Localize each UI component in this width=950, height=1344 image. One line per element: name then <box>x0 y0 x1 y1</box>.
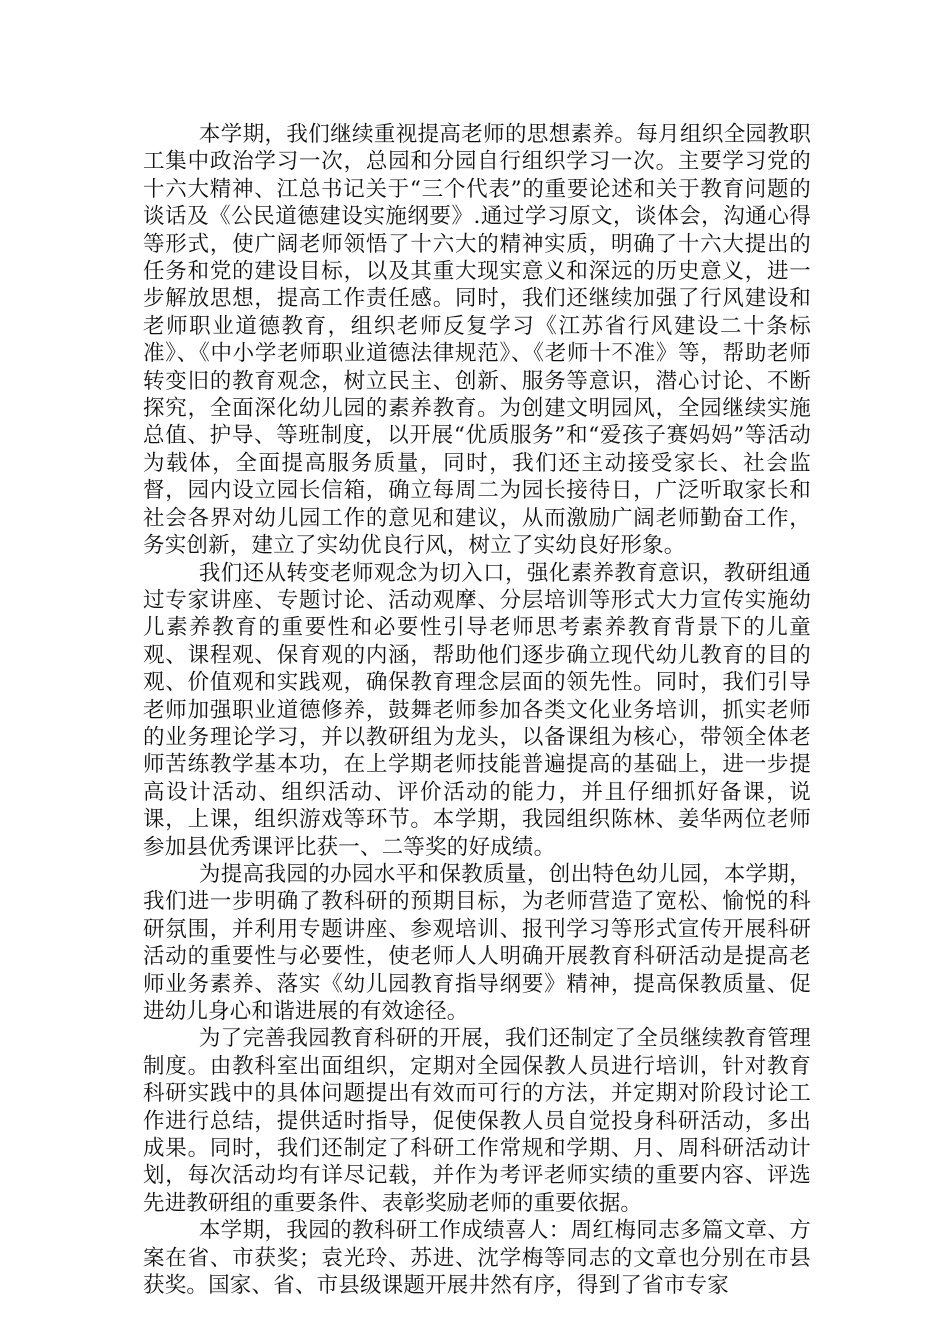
paragraph-political-study: 本学期，我们继续重视提高老师的思想素养。每月组织全园教职工集中政治学习一次，总园和分园自行组织学习一次。主要学习党的十六大精神、江总书记关于“三个代表”的重要论述和关于教育问题的谈话及《公民道德建设实施纲要》.通过学习原文，谈体会，沟通心得等形式，使广阔老师领悟了十六大的精神实质，明确了十六大提出的任务和党的建设目标，以及其重大现实意义和深远的历史意义，进一步解放思想，提高工作责任感。同时，我们还继续加强了行风建设和老师职业道德教育，组织老师反复学习《江苏省行风建设二十条标准》、《中小学老师职业道德法律规范》、《老师十不准》等，帮助老师转变旧的教育观念，树立民主、创新、服务等意识，潜心讨论、不断探究，全面深化幼儿园的素养教育。为创建文明园风，全园继续实施总值、护导、等班制度，以开展“优质服务”和“爱孩子赛妈妈”等活动为载体，全面提高服务质量，同时，我们还主动接受家长、社会监督，园内设立园长信箱，确立每周二为园长接待日，广泛听取家长和社会各界对幼儿园工作的意见和建议，从而激励广阔老师勤奋工作，务实创新，建立了实幼优良行风，树立了实幼良好形象。 <box>143 122 811 559</box>
paragraph-research-achievements: 本学期，我园的教科研工作成绩喜人：周红梅同志多篇文章、方案在省、市获奖；袁光玲、苏进、沈学梅等同志的文章也分别在市县获奖。国家、省、市县级课题开展井然有序，得到了省市专家 <box>143 1218 811 1299</box>
document-body <box>143 121 811 1299</box>
paragraph-research-management: 为了完善我园教育科研的开展，我们还制定了全员继续教育管理制度。由教科室出面组织，定期对全园保教人员进行培训，针对教育科研实践中的具体问题提出有效而可行的方法，并定期对阶段讨论工作进行总结，提供适时指导，促使保教人员自觉投身科研活动，多出成果。同时，我们还制定了科研工作常规和学期、月、周科研活动计划，每次活动均有详尽记载，并作为考评老师实绩的重要内容、评选先进教研组的重要条件、表彰奖励老师的重要依据。 <box>143 1026 811 1216</box>
paragraph-teacher-concepts: 我们还从转变老师观念为切入口，强化素养教育意识，教研组通过专家讲座、专题讨论、活动观摩、分层培训等形式大力宣传实施幼儿素养教育的重要性和必要性引导老师思考素养教育背景下的儿童观、课程观、保育观的内涵，帮助他们逐步确立现代幼儿教育的目的观、价值观和实践观，确保教育理念层面的领先性。同时，我们引导老师加强职业道德修养，鼓舞老师参加各类文化业务培训，抓实老师的业务理论学习，并以教研组为龙头，以备课组为核心，带领全体老师苦练教学基本功，在上学期老师技能普遍提高的基础上，进一步提高设计活动、组织活动、评价活动的能力，并且仔细抓好备课，说课，上课，组织游戏等环节。本学期，我园组织陈林、姜华两位老师参加县优秀课评比获一、二等奖的好成绩。 <box>143 560 811 860</box>
paragraph-research-goals: 为提高我园的办园水平和保教质量，创出特色幼儿园，本学期，我们进一步明确了教科研的预期目标，为老师营造了宽松、愉悦的科研氛围，并利用专题讲座、参观培训、报刊学习等形式宣传开展科研活动的重要性与必要性，使老师人人明确开展教育科研活动是提高老师业务素养、落实《幼儿园教育指导纲要》精神，提高保教质量、促进幼儿身心和谐进展的有效途径。 <box>143 861 811 1024</box>
